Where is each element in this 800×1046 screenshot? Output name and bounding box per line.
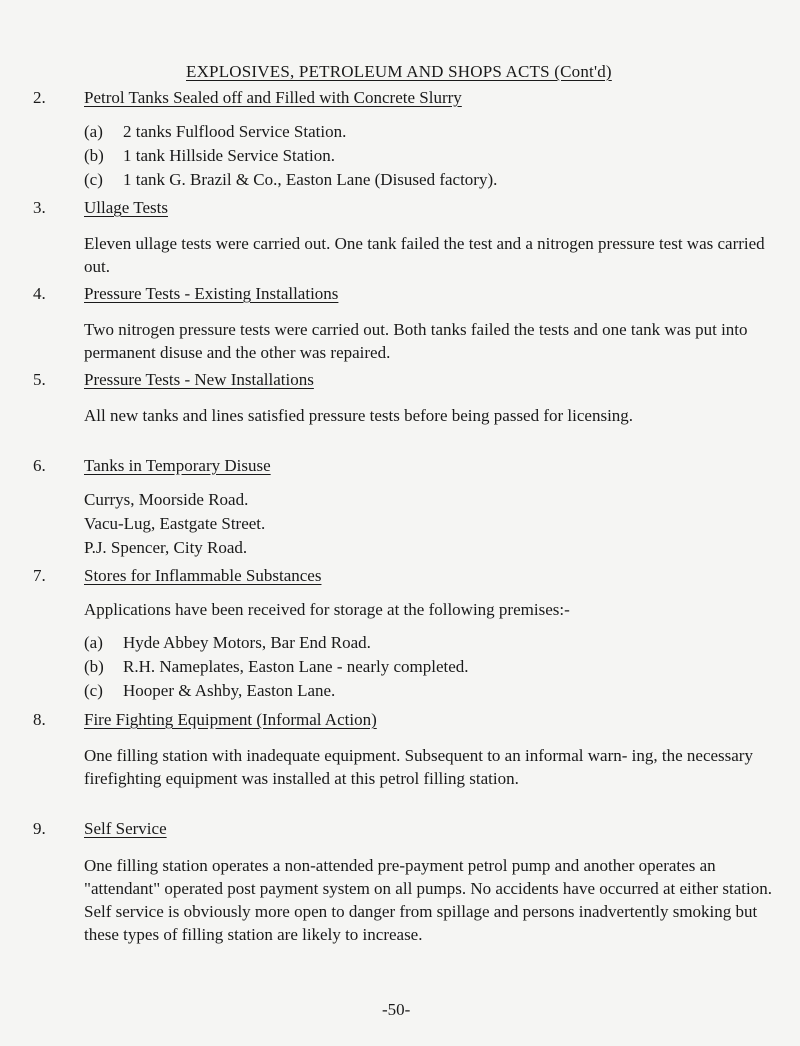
list-item [84,122,346,142]
section-number: 8. [33,710,46,729]
item-text: 1 tank Hillside Service Station. [123,146,335,165]
list-item [84,657,469,677]
section-heading: Self Service [84,819,167,838]
list-item: Currys, Moorside Road. [84,490,249,509]
list-item [84,170,497,190]
section-paragraph: Eleven ullage tests were carried out. One tank failed the test and a nitrogen pressure test was carried out. [84,234,765,276]
section-heading: Ullage Tests [84,198,168,217]
section-paragraph: Two nitrogen pressure tests were carried out. Both tanks failed the tests and one tank was put into permanent disuse and the other was repaired. [84,320,748,362]
section-number: 4. [33,284,46,303]
section-paragraph: One filling station operates a non-attended pre-payment petrol pump and another operates an "attendant" operated post payment system on all pumps. No accidents have occurred at either station. Self service is obviously more open to danger from spillage and persons inadvertently smoking but these types of filling station are likely to increase. [84,856,773,944]
item-label: (a) [84,633,103,652]
list-item: Vacu-Lug, Eastgate Street. [84,514,266,533]
section-heading: Fire Fighting Equipment (Informal Action) [84,710,377,729]
item-text: 1 tank G. Brazil & Co., Easton Lane (Disused factory). [123,170,498,189]
section-number: 7. [33,566,46,585]
item-label: (b) [84,657,104,676]
list-item [84,146,335,166]
section-number: 3. [33,198,46,217]
item-text: Hooper & Ashby, Easton Lane. [123,681,336,700]
section-paragraph: All new tanks and lines satisfied pressure tests before being passed for licensing. [84,406,634,425]
item-label: (a) [84,122,103,141]
section-paragraph: One filling station with inadequate equipment. Subsequent to an informal warn- ing, the necessary firefighting equipment was installed at this petrol filling station. [84,746,753,788]
section-intro: Applications have been received for storage at the following premises:- [84,600,570,619]
list-item [84,681,335,701]
section-heading: Stores for Inflammable Substances [84,566,322,585]
section-number: 5. [33,370,46,389]
section-number: 6. [33,456,46,475]
section-number: 2. [33,88,46,107]
item-text: R.H. Nameplates, Easton Lane - nearly completed. [123,657,469,676]
item-label: (b) [84,146,104,165]
item-text: 2 tanks Fulflood Service Station. [123,122,347,141]
item-label: (c) [84,681,103,700]
section-heading: Petrol Tanks Sealed off and Filled with Concrete Slurry [84,88,462,107]
item-label: (c) [84,170,103,189]
page-title: EXPLOSIVES, PETROLEUM AND SHOPS ACTS (Cont'd) [186,62,612,81]
item-text: Hyde Abbey Motors, Bar End Road. [123,633,371,652]
list-item [84,633,371,653]
section-heading: Tanks in Temporary Disuse [84,456,271,475]
page-number: -50- [382,1000,411,1019]
section-heading: Pressure Tests - New Installations [84,370,314,389]
section-number: 9. [33,819,46,838]
list-item: P.J. Spencer, City Road. [84,538,248,557]
section-heading: Pressure Tests - Existing Installations [84,284,339,303]
